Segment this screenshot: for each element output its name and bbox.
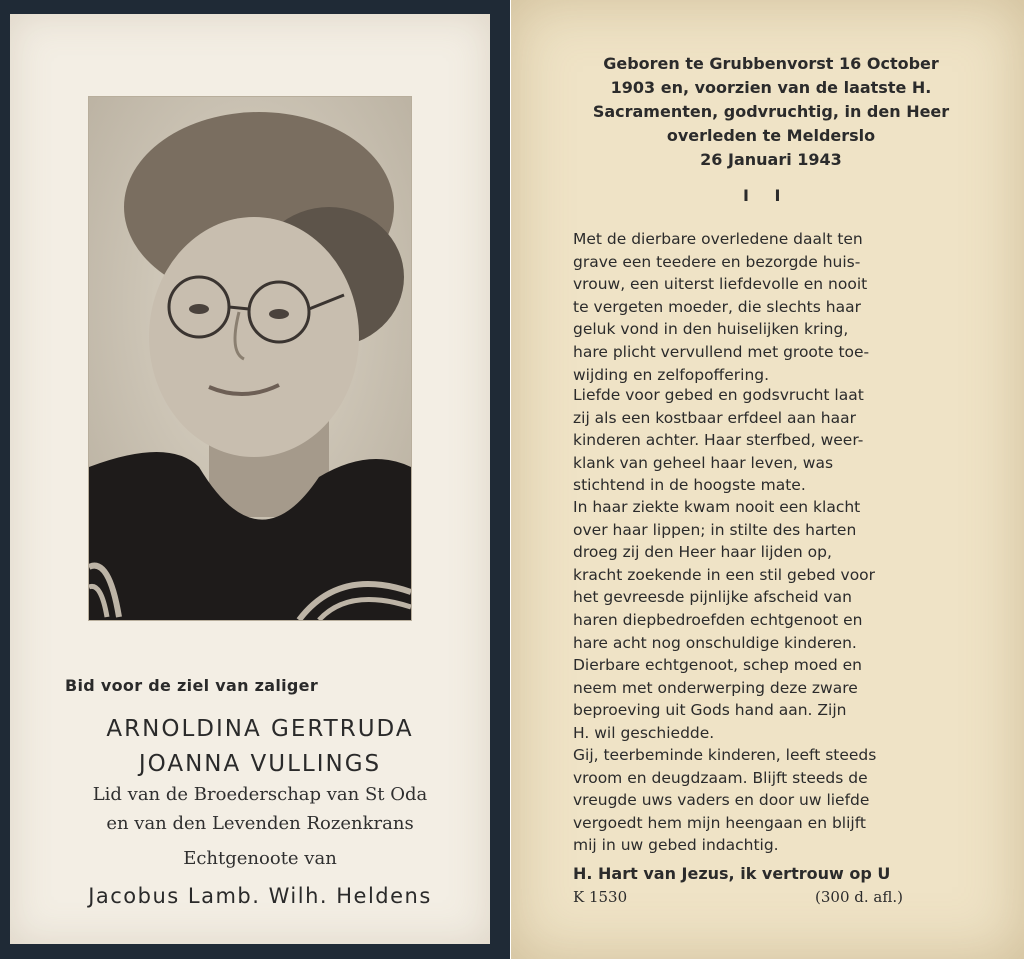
portrait-photo (88, 96, 412, 621)
indulgence-note: (300 d. afl.) (815, 888, 903, 906)
card-front-paper (10, 14, 490, 944)
deceased-name-line-1: ARNOLDINA GERTRUDA (106, 716, 414, 742)
birth-death-header: Geboren te Grubbenvorst 16 October 1903 en, voorzien van de laatste H. Sacramenten, godvruchtig, in den Heer overleden te Melderslo 26 Januari 1943 (592, 54, 950, 169)
text-paragraph-1: Met de dierbare overledene daalt ten grave een teedere en bezorgde huis- vrouw, een uiterst liefdevolle en nooit te vergeten moeder, die slechts haar geluk vond in den huiselijken kring, hare plicht vervullend met groote toe- wijding en zelfopoffering. (573, 230, 870, 384)
deceased-name-line-2: JOANNA VULLINGS (138, 751, 382, 777)
cross-mark: I I (743, 186, 791, 205)
text-paragraph-5: Gij, teerbeminde kinderen, leeft steeds vroom en deugdzaam. Blijft steeds de vreugde uws vaders en door uw liefde vergoedt hem mijn heengaan en blijft mij in uw gebed indachtig. (573, 746, 877, 855)
membership-line-2: en van den Levenden Rozenkrans (106, 813, 414, 834)
spouse-label: Echtgenoote van (183, 848, 337, 869)
text-paragraph-4: Dierbare echtgenoot, schep moed en neem met onderwerping deze zware beproeving uit Gods hand aan. Zijn H. wil geschiedde. (573, 656, 863, 742)
memorial-card-front (0, 0, 510, 959)
spouse-name: Jacobus Lamb. Wilh. Heldens (88, 884, 432, 908)
portrait-illustration (89, 97, 411, 620)
invocation-line: H. Hart van Jezus, ik vertrouw op U (573, 864, 891, 883)
card-code: K 1530 (573, 888, 628, 906)
memorial-card-back (511, 0, 1024, 959)
membership-line-1: Lid van de Broederschap van St Oda (92, 784, 428, 805)
text-paragraph-2: Liefde voor gebed en godsvrucht laat zij als een kostbaar erfdeel aan haar kinderen achter. Haar sterfbed, weer- klank van geheel haar leven, was stichtend in de hoogste mate. (573, 386, 864, 495)
text-paragraph-3: In haar ziekte kwam nooit een klacht over haar lippen; in stilte des harten droeg zij den Heer haar lijden op, kracht zoekende in een stil gebed voor het gevreesde pijnlijke afscheid van haren diepbedroefden echtgenoot en hare acht nog onschuldige kinderen. (573, 498, 876, 652)
prayer-line: Bid voor de ziel van zaliger (65, 676, 319, 695)
